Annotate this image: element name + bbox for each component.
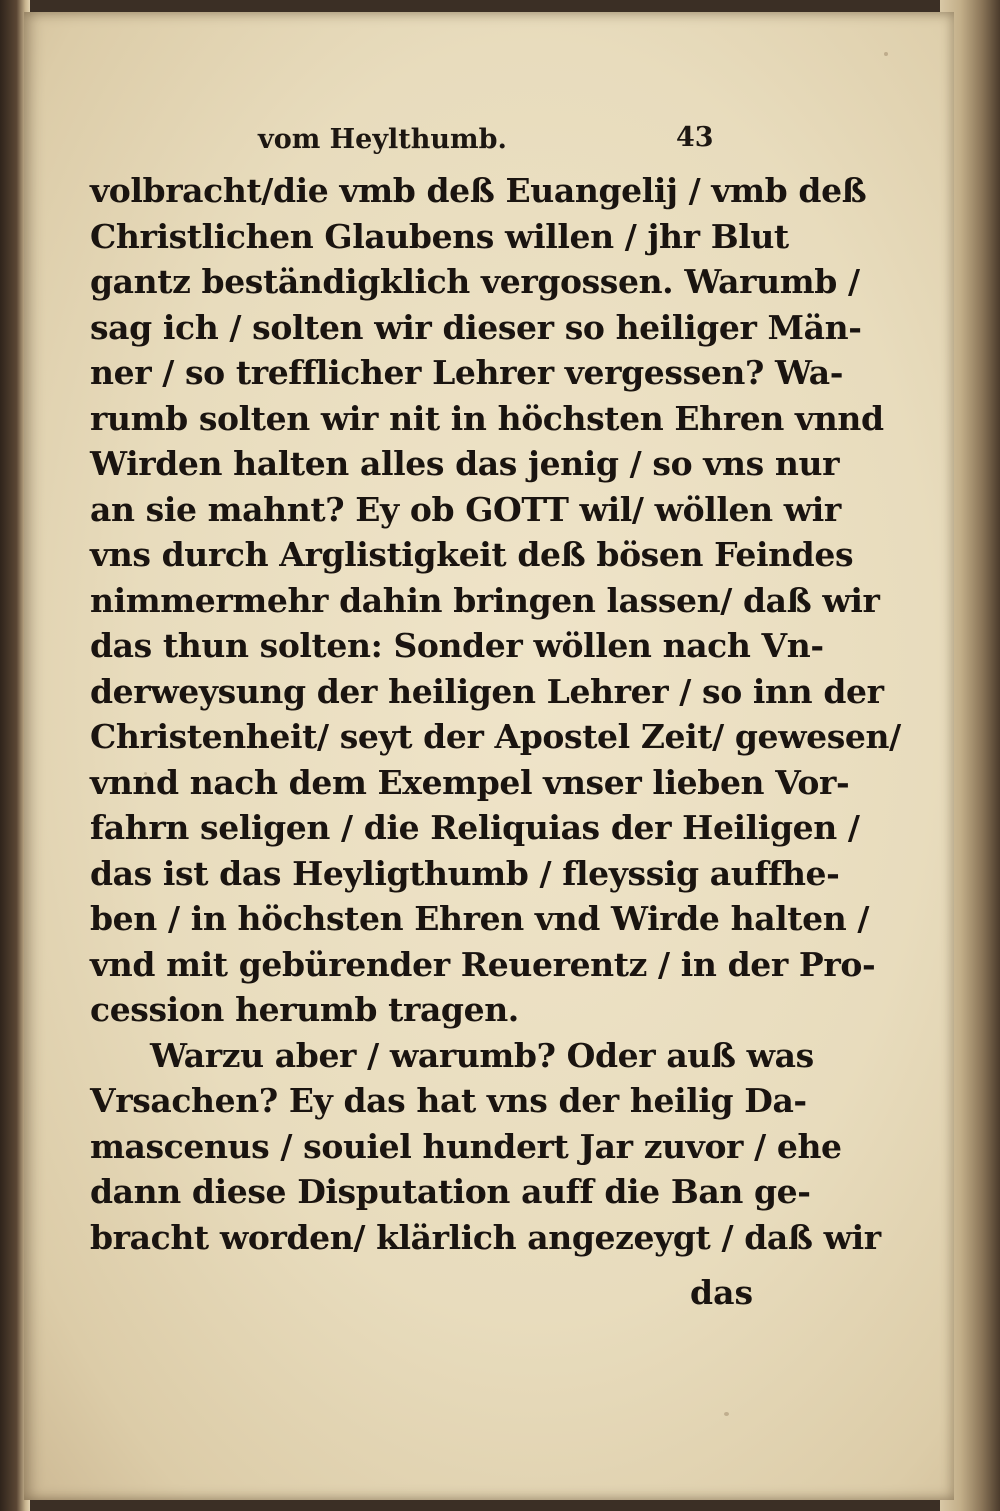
paper-speck [884, 52, 888, 56]
text-line: gantz beständigklich vergossen. Warumb / [90, 262, 860, 301]
running-title: vom Heylthumb. [258, 124, 507, 155]
text-line: vnd mit gebürender Reuerentz / in der Pro- [90, 944, 876, 984]
paper-speck [724, 1412, 729, 1416]
text-line: dann diese Disputation auff die Ban ge- [90, 1172, 811, 1211]
text-line: vns durch Arglistigkeit deß bösen Feindes [90, 535, 854, 574]
catchword: das [690, 1273, 754, 1312]
text-line: nimmermehr dahin bringen lassen/ daß wir [90, 580, 880, 620]
text-line: Christlichen Glaubens willen / jhr Blut [90, 216, 789, 256]
text-line: Vrsachen? Ey das hat vns der heilig Da- [90, 1081, 807, 1120]
text-line: ner / so trefflicher Lehrer vergessen? Wa- [90, 353, 844, 392]
text-line: cession herumb tragen. [90, 990, 519, 1029]
text-line: ben / in höchsten Ehren vnd Wirde halten / [90, 899, 870, 938]
page-header [258, 118, 778, 162]
text-line: volbracht/die vmb deß Euangelij / vmb deß [90, 171, 867, 210]
text-line: Christenheit/ seyt der Apostel Zeit/ gewesen/ [90, 717, 901, 756]
text-line: mascenus / souiel hundert Jar zuvor / ehe [90, 1126, 842, 1166]
text-line: derweysung der heiligen Lehrer / so inn der [90, 671, 884, 711]
text-line: an sie mahnt? Ey ob GOTT wil/ wöllen wir [90, 489, 841, 529]
text-line: das ist das Heyligthumb / fleyssig auffhe- [90, 853, 840, 893]
text-line: bracht worden/ klärlich angezeygt / daß wir [90, 1217, 881, 1257]
text-line: Wirden halten alles das jenig / so vns nur [90, 444, 840, 483]
body-text [90, 168, 901, 1260]
text-line: sag ich / solten wir dieser so heiliger Män- [90, 307, 862, 347]
page-number: 43 [676, 122, 714, 153]
text-line: das thun solten: Sonder wöllen nach Vn- [90, 626, 824, 665]
text-line: vnnd nach dem Exempel vnser lieben Vor- [90, 762, 850, 802]
text-line: rumb solten wir nit in höchsten Ehren vnnd [90, 398, 884, 438]
paragraph-start-line: Warzu aber / warumb? Oder auß was [150, 1035, 814, 1075]
text-line: fahrn seligen / die Reliquias der Heiligen / [90, 808, 860, 847]
